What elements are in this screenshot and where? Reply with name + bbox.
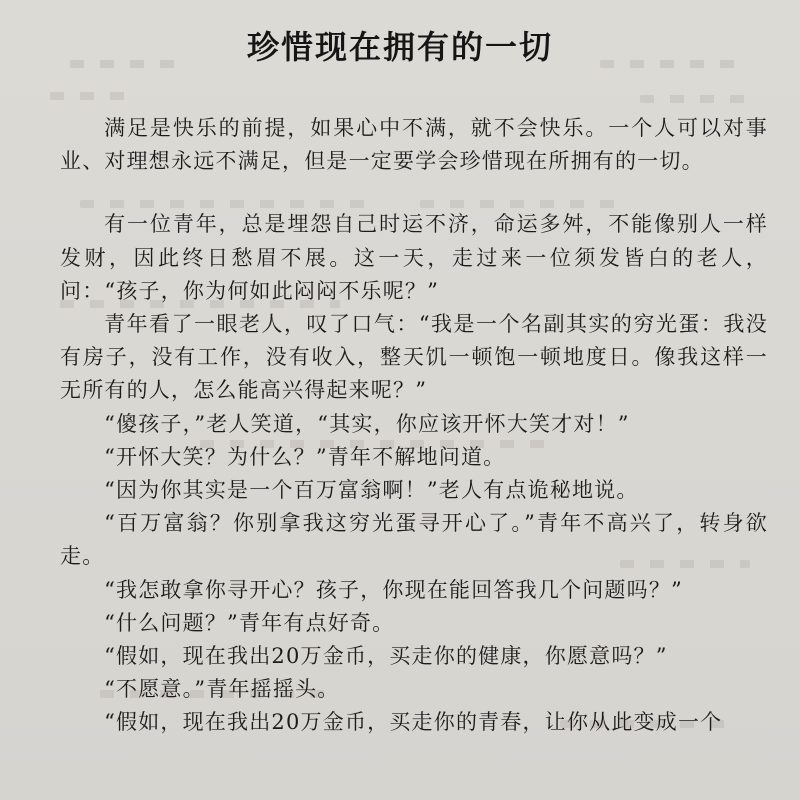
paragraph: “不愿意。”青年摇摇头。 <box>104 677 340 702</box>
paragraph: 有一位青年，总是埋怨自己时运不济，命运多舛，不能像别人一样发财，因此终日愁眉不展。这一天，走过来一位须发皆白的老人，问：“孩子，你为何如此闷闷不乐呢？” <box>60 212 768 303</box>
paragraph: 青年看了一眼老人，叹了口气：“我是一个名副其实的穷光蛋：我没有房子，没有工作，没有收入，整天饥一顿饱一顿地度日。像我这样一无所有的人，怎么能高兴得起来呢？” <box>60 312 768 403</box>
paragraph: “开怀大笑？为什么？”青年不解地问道。 <box>104 444 506 469</box>
paragraph: “我怎敢拿你寻开心？孩子，你现在能回答我几个问题吗？” <box>104 577 683 602</box>
paragraph: “假如，现在我出20万金币，买走你的青春，让你从此变成一个 <box>104 710 723 735</box>
paragraph: 满足是快乐的前提，如果心中不满，就不会快乐。一个人可以对事业、对理想永远不满足，但是一定要学会珍惜现在所拥有的一切。 <box>60 116 768 174</box>
paragraph: “假如，现在我出20万金币，买走你的健康，你愿意吗？” <box>104 644 668 669</box>
paragraph: “百万富翁？你别拿我这穷光蛋寻开心了。”青年不高兴了，转身欲走。 <box>60 511 768 569</box>
paragraph: “什么问题？”青年有点好奇。 <box>104 610 395 635</box>
article-body <box>60 112 768 740</box>
article-title: 珍惜现在拥有的一切 <box>246 28 553 66</box>
paragraph: “傻孩子，”老人笑道，“其实，你应该开怀大笑才对！” <box>104 411 630 436</box>
paragraph: “因为你其实是一个百万富翁啊！”老人有点诡秘地说。 <box>104 478 639 503</box>
